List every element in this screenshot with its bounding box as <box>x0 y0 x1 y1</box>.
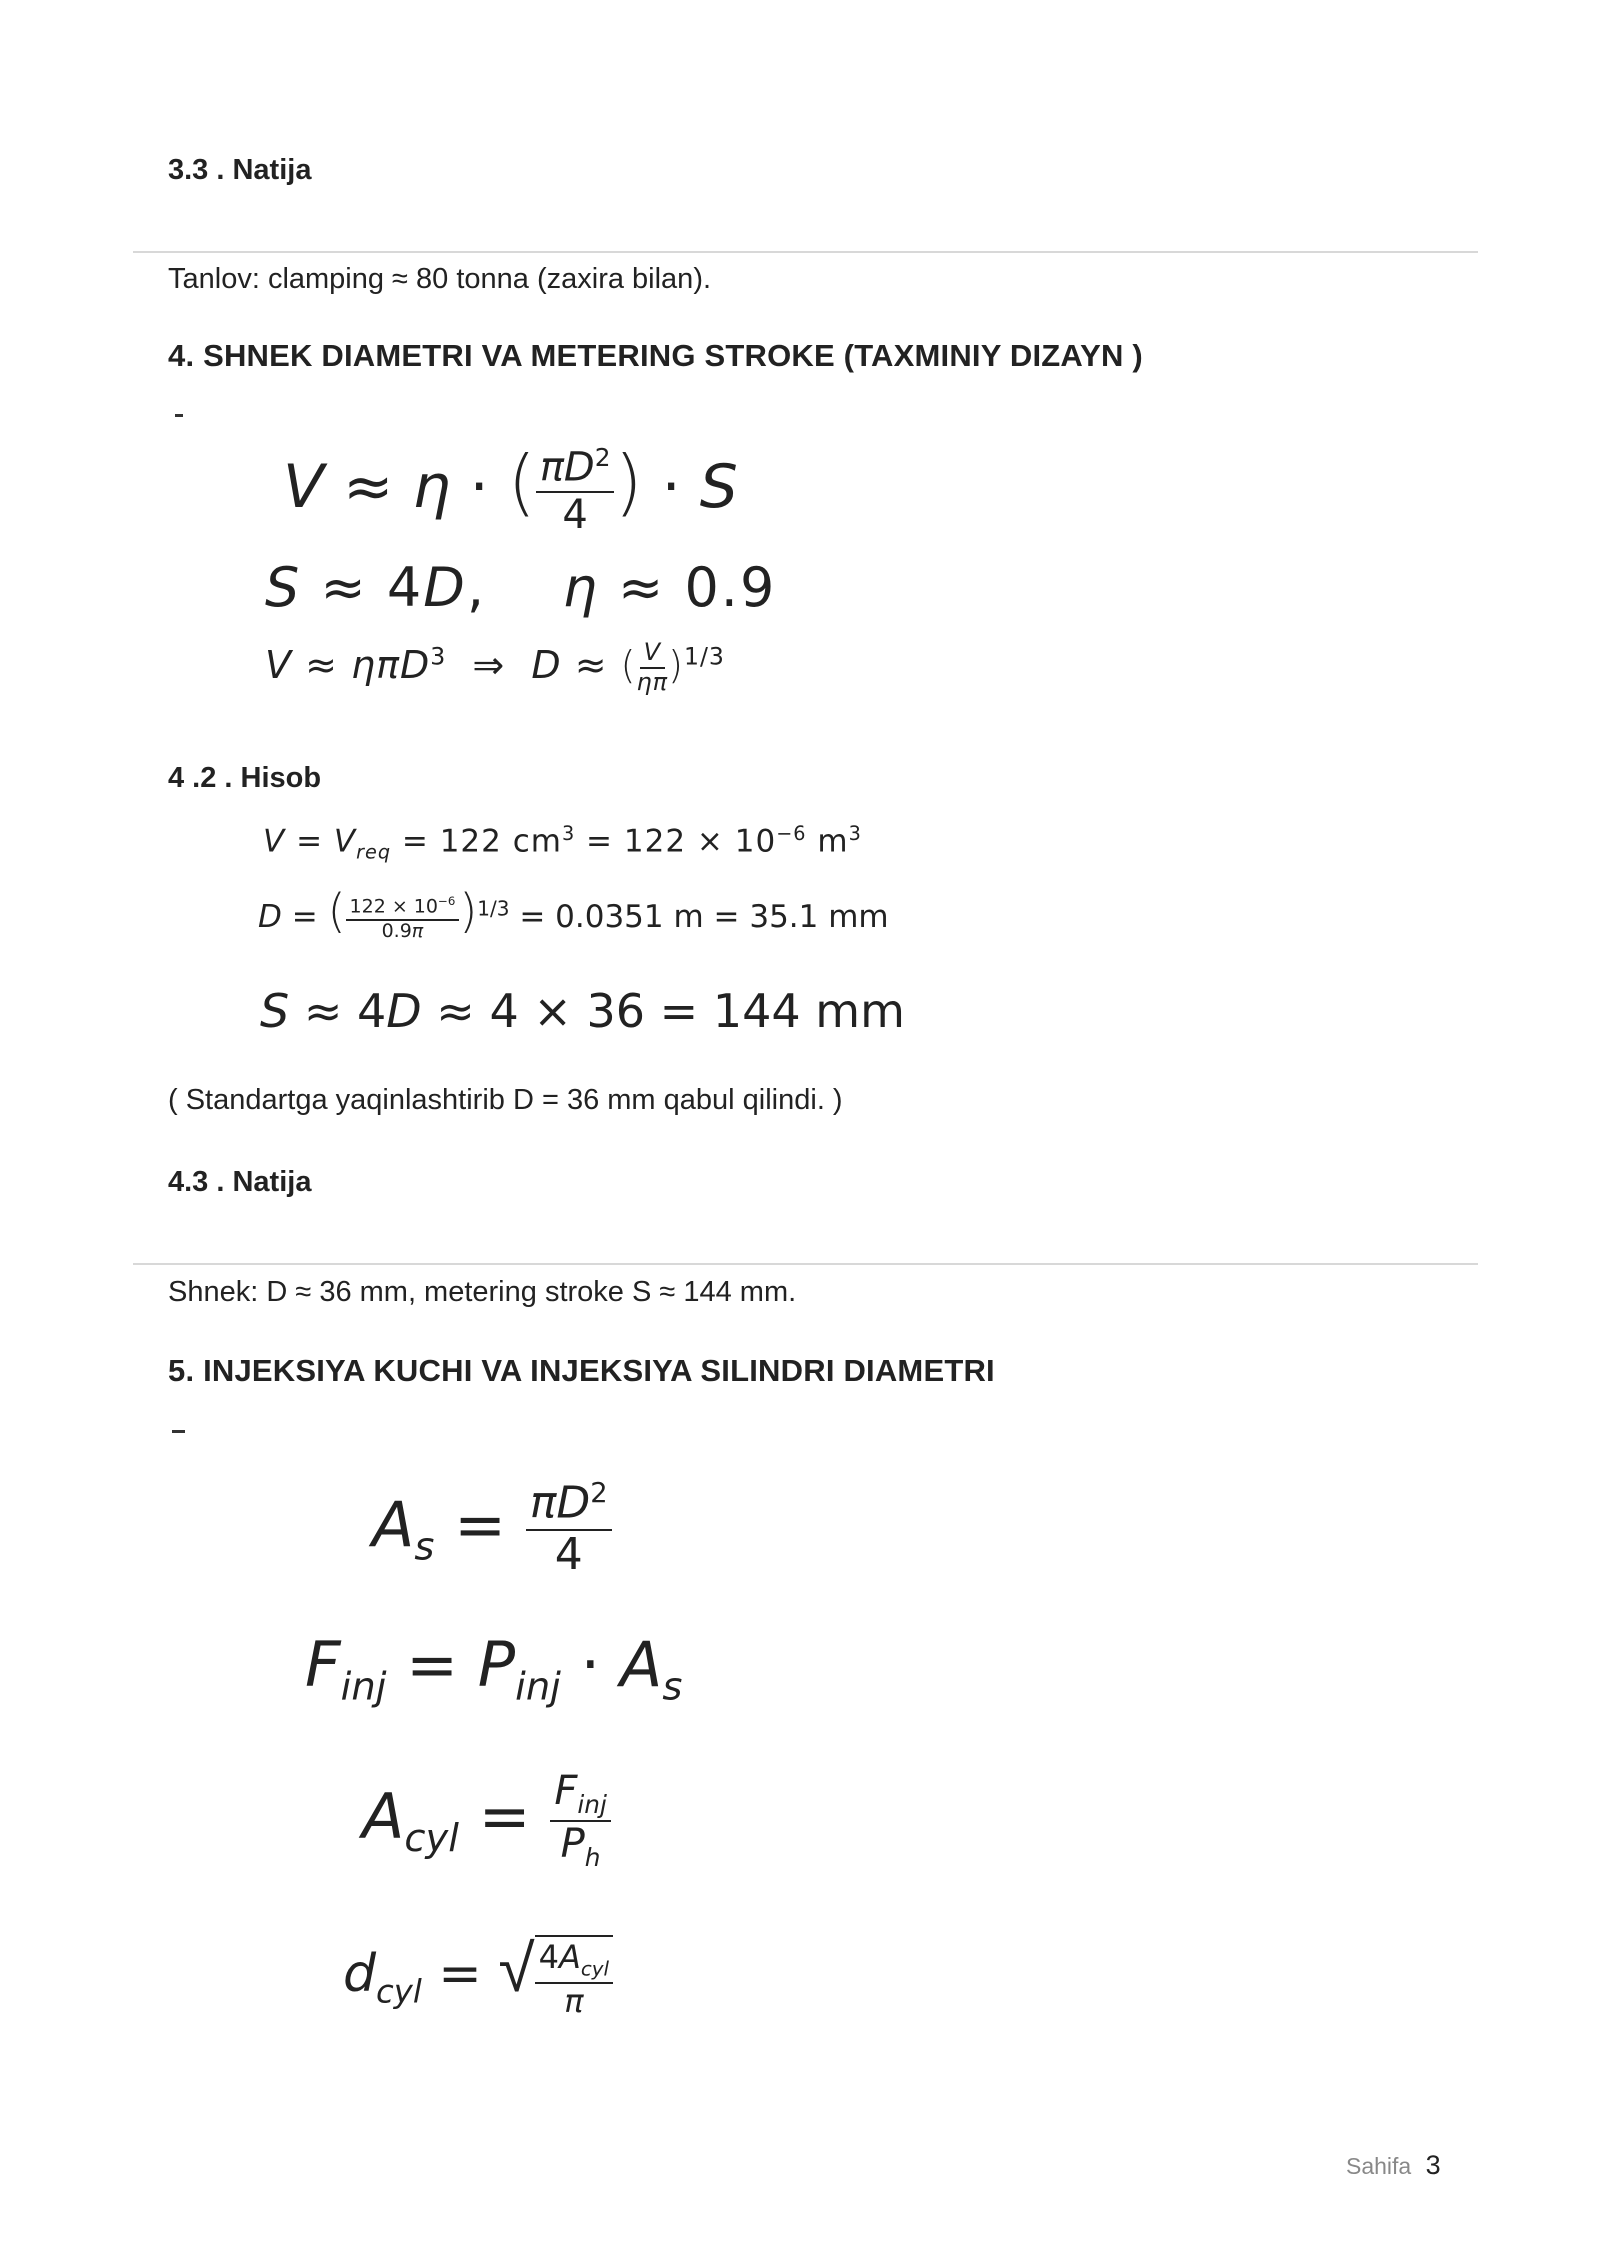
formula-stroke-calculation: S ≈ 4D ≈ 4 × 36 = 144 mm <box>260 984 905 1038</box>
formula-cylinder-area: $A_{cyl}$ = $\frac{F_{inj}}{P_h}$ <box>362 1770 611 1871</box>
formula-volume-general: V ≈ η · ( $\frac{\pi D^2}{4}$ ) · S <box>283 440 738 538</box>
formula-stroke-efficiency: S ≈ 4D, η ≈ 0.9 <box>265 556 777 619</box>
formula-diameter-derivation: V ≈ ηπD$^3$ ⇒ D ≈ ( $\frac{V}{\eta\pi}$ )$^{1/3}$ <box>265 638 725 697</box>
bullet-fragment <box>172 1430 185 1433</box>
heading-section-5: 5. INJEKSIYA KUCHI VA INJEKSIYA SILINDRI DIAMETRI <box>168 1353 995 1388</box>
page-footer <box>1346 2150 1441 2181</box>
divider <box>133 1263 1478 1265</box>
heading-4-2: 4 .2 . Hisob <box>168 762 322 794</box>
page-number: 3 <box>1425 2150 1441 2180</box>
bullet-fragment <box>175 414 183 417</box>
paragraph-screw-result: Shnek: D ≈ 36 mm, metering stroke S ≈ 144 mm. <box>168 1276 797 1308</box>
formula-diameter-calculation: D = ( $\frac{122 \times 10^{-6}}{0.9\pi}$ )$^{1/3}$ = 0.0351 m = 35.1 mm <box>258 884 889 943</box>
heading-3-3: 3.3 . Natija <box>168 154 312 186</box>
page-label: Sahifa <box>1346 2153 1412 2179</box>
heading-section-4: 4. SHNEK DIAMETRI VA METERING STROKE (TAXMINIY DIZAYN ) <box>168 338 1143 373</box>
formula-required-volume: $V = V_{req} = 122$ $cm^3 = 122 \times 10^{-6}$ $m^3$ <box>263 822 862 864</box>
note-standard-diameter: ( Standartga yaqinlashtirib D = 36 mm qabul qilindi. ) <box>168 1084 843 1116</box>
heading-4-3: 4.3 . Natija <box>168 1166 312 1198</box>
divider <box>133 251 1478 253</box>
paragraph-clamping-choice: Tanlov: clamping ≈ 80 tonna (zaxira bilan). <box>168 263 712 295</box>
formula-injection-force: $F_{inj} = P_{inj} \cdot A_s$ <box>305 1628 683 1710</box>
formula-cylinder-diameter: $d_{cyl}$ = √ $\frac{4A_{cyl}}{\pi}$ <box>343 1930 613 2019</box>
formula-screw-area: $A_s$ = $\frac{\pi D^2}{4}$ <box>372 1480 612 1578</box>
